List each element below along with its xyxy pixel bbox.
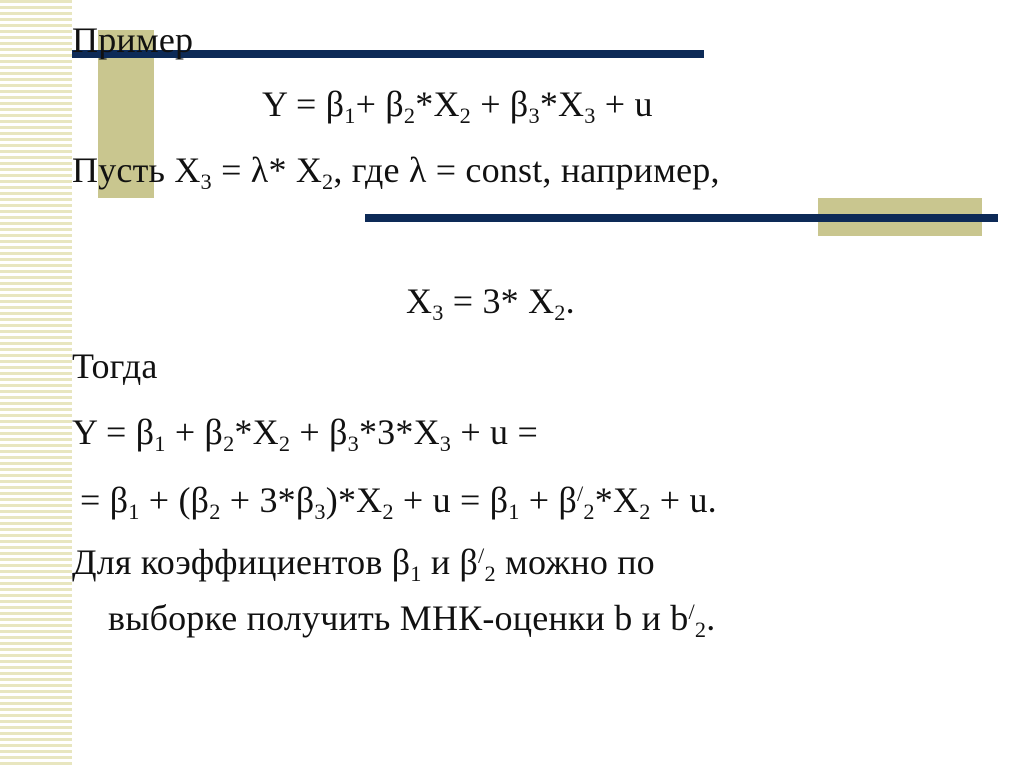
- assumption-line: Пусть $X_3 = \lambda*$ $X_2$, где λ = const, например,: [72, 150, 720, 195]
- expanded-equation-2: = $\beta_1 + (\beta_2 + 3*\beta_3)*X_2 + u = \beta_1 + \beta^/_2*X_2 + u$.: [80, 480, 717, 525]
- model-equation: $Y = \beta_1+ \beta_2*X_2 + \beta_3*X_3 + u$: [262, 84, 653, 129]
- example-equation: $X_3 = 3*$ $X_2$.: [406, 281, 575, 326]
- conclusion-line-1: Для коэффициентов $\beta_1$ и $\beta^/_2$ можно по: [72, 542, 655, 587]
- conclusion-line-2: выборке получить МНК-оценки b и $b^/_2$.: [108, 598, 716, 643]
- then-label: Тогда: [72, 346, 158, 386]
- expanded-equation-1: $Y = \beta_1 + \beta_2*X_2 + \beta_3*3*X_3 + u$ =: [72, 412, 538, 457]
- slide-heading: Пример: [72, 20, 194, 60]
- left-stripe-decoration: [0, 0, 72, 768]
- right-underline: [365, 214, 998, 222]
